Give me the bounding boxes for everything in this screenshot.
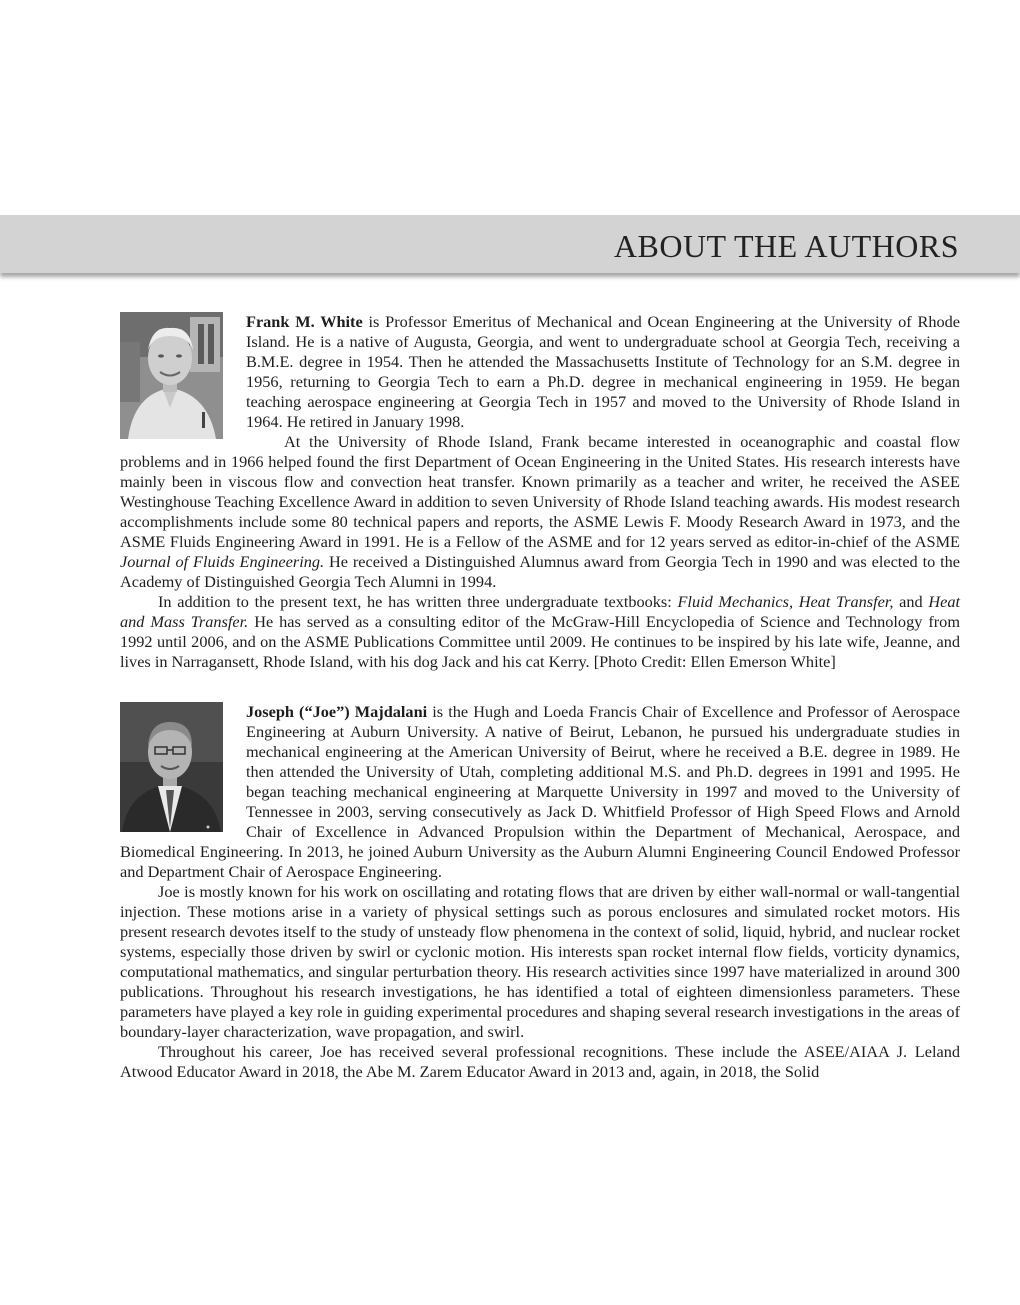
author-bio-paragraph: Joe is mostly known for his work on oscillating and rotating flows that are driven by either wall-normal or wall-tangential injection. These motions arise in a variety of physical settings such as porous enclosures and simulated rocket motors. His present research devotes itself to the study of unsteady flow phenomena in the context of solid, liquid, hybrid, and nuclear rocket systems, especially those driven by swirl or cyclonic motion. His interests span rocket internal flow fields, vorticity dynamics, computational mathematics, and singular perturbation theory. His research activities since 1997 have materialized in around 300 publications. Throughout his research investigations, he has identified a total of eighteen dimensionless parameters. These parameters have played a key role in guiding experimental procedures and shaping several research investigations in the areas of boundary-layer characterization, wave propagation, and swirl. <box>120 882 960 1041</box>
authors-content <box>120 312 960 1082</box>
book-title: Heat and Mass Transfer. <box>120 592 961 631</box>
author-bio-paragraph: In addition to the present text, he has written three undergraduate textbooks: Fluid Mechanics, Heat Transfer, and Heat and Mass Transfer. He has served as a consulting editor of the McGraw-Hill Encyclopedia of Science and Technology from 1992 until 2006, and on the ASME Publications Committee until 2009. He continues to be inspired by his late wife, Jeanne, and lives in Narragansett, Rhode Island, with his dog Jack and his cat Kerry. [Photo Credit: Ellen Emerson White] <box>120 592 961 671</box>
page-title: ABOUT THE AUTHORS <box>613 228 959 264</box>
author-name: Frank M. White <box>246 312 363 331</box>
author-bio-paragraph: Frank M. White is Professor Emeritus of Mechanical and Ocean Engineering at the University of Rhode Island. He is a native of Augusta, Georgia, and went to undergraduate school at Georgia Tech, receiving a B.M.E. degree in 1954. Then he attended the Massachusetts Institute of Technology for an S.M. degree in 1956, returning to Georgia Tech to earn a Ph.D. degree in mechanical engineering in 1959. He began teaching aerospace engineering at Georgia Tech in 1957 and moved to the University of Rhode Island in 1964. He retired in January 1998. <box>246 312 960 431</box>
journal-title: Journal of Fluids Engineering. <box>120 552 325 571</box>
bio-separator <box>120 672 960 702</box>
author-bio-paragraph: Throughout his career, Joe has received several professional recognitions. These include the ASEE/AIAA J. Leland Atwood Educator Award in 2018, the Abe M. Zarem Educator Award in 2013 and, again, in 2018, the Solid <box>120 1042 960 1081</box>
book-title: Fluid Mechanics, Heat Transfer, <box>677 592 894 611</box>
section-header-banner <box>0 215 1020 273</box>
author-photo-frank-white <box>120 312 223 439</box>
author-bio-paragraph: At the University of Rhode Island, Frank became interested in oceanographic and coastal flow problems and in 1966 helped found the first Department of Ocean Engineering in the United States. His research interests have mainly been in viscous flow and convection heat transfer. Known primarily as a teacher and writer, he received the ASEE Westinghouse Teaching Excellence Award in addition to seven University of Rhode Island teaching awards. His modest research accomplishments include some 80 technical papers and reports, the ASME Lewis F. Moody Research Award in 1973, and the ASME Fluids Engineering Award in 1991. He is a Fellow of the ASME and for 12 years served as editor-in-chief of the ASME Journal of Fluids Engineering. He received a Distinguished Alumnus award from Georgia Tech in 1990 and was elected to the Academy of Distinguished Georgia Tech Alumni in 1994. <box>120 432 960 591</box>
author-photo-joe-majdalani <box>120 702 223 832</box>
author-bio-paragraph: Joseph (“Joe”) Majdalani is the Hugh and Loeda Francis Chair of Excellence and Professor of Aerospace Engineering at Auburn University. A native of Beirut, Lebanon, he pursued his undergraduate studies in mechanical engineering at the American University of Beirut, where he received a B.E. degree in 1989. He then attended the University of Utah, completing additional M.S. and Ph.D. degrees in 1991 and 1995. He began teaching mechanical engineering at Marquette University in 1997 and moved to the University of Tennessee in 2003, serving consecutively as Jack D. Whitfield Professor of High Speed Flows and Arnold Chair of Excellence in Advanced Propulsion within the Department of Mechanical, Aerospace, and Biomedical Engineering. In 2013, he joined Auburn University as the Auburn Alumni Engineering Council Endowed Professor and Department Chair of Aerospace Engineering. <box>120 702 960 881</box>
author-name: Joseph (“Joe”) Majdalani <box>246 702 428 721</box>
